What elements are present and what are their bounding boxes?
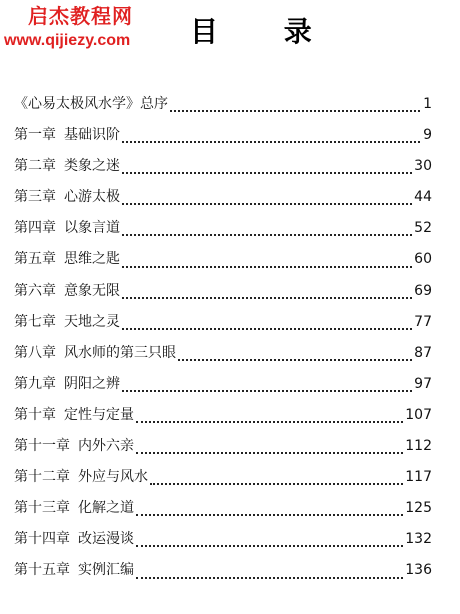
toc-chapter-title: 阴阳之辨 [64,375,120,392]
toc-chapter-number: 第十四章 [14,531,70,548]
toc-entry[interactable] [14,498,432,529]
toc-chapter-number: 第十二章 [14,469,70,486]
toc-chapter-title: 化解之道 [78,500,134,517]
toc-chapter-title: 类象之迷 [64,158,120,175]
toc-chapter-title: 基础识阶 [64,127,120,144]
toc-entry[interactable] [14,312,432,343]
toc-chapter-number: 第六章 [14,282,56,299]
toc-entry[interactable] [14,374,432,405]
toc-page-number: 136 [405,562,432,579]
toc-entry[interactable] [14,281,432,312]
toc-page-number: 69 [414,282,432,299]
dot-leader [122,141,420,143]
dot-leader [170,110,420,112]
dot-leader [122,390,412,392]
toc-entry[interactable] [14,343,432,374]
toc-chapter-title: 天地之灵 [64,313,120,330]
watermark-url: www.qijiezy.com [4,32,131,49]
toc-page-number: 87 [414,344,432,361]
toc-chapter-number: 第一章 [14,127,56,144]
toc-page-number: 132 [405,531,432,548]
toc-page-number: 52 [414,220,432,237]
toc-chapter-number: 第三章 [14,189,56,206]
toc-entry[interactable] [14,529,432,560]
toc-chapter-number: 第五章 [14,251,56,268]
toc-chapter-title: 实例汇编 [78,562,134,579]
toc-entry[interactable] [14,218,432,249]
toc-page-number: 60 [414,251,432,268]
toc-entry[interactable] [14,125,432,156]
dot-leader [136,421,403,423]
toc-chapter-number: 第四章 [14,220,56,237]
toc-chapter-number: 第九章 [14,375,56,392]
toc-chapter-number: 第十一章 [14,438,70,455]
toc-entry[interactable] [14,94,432,125]
toc-entry[interactable] [14,436,432,467]
dot-leader [150,483,403,485]
toc-page-number: 107 [405,406,432,423]
toc-entry[interactable] [14,405,432,436]
dot-leader [122,328,412,330]
toc-chapter-number: 第八章 [14,344,56,361]
toc-page-number: 30 [414,158,432,175]
toc-chapter-title: 意象无限 [64,282,120,299]
table-of-contents [14,94,432,592]
toc-page-number: 112 [405,438,432,455]
toc-chapter-number: 第十五章 [14,562,70,579]
toc-page-number: 1 [423,96,432,112]
toc-chapter-title: 改运漫谈 [78,531,134,548]
dot-leader [136,452,403,454]
toc-chapter-title: 内外六亲 [78,438,134,455]
toc-chapter-title: 思维之匙 [64,251,120,268]
toc-page-number: 117 [405,469,432,486]
toc-entry[interactable] [14,187,432,218]
dot-leader [136,577,403,579]
toc-chapter-title: 外应与风水 [78,469,148,486]
site-watermark [4,4,164,50]
dot-leader [122,297,412,299]
toc-entry[interactable] [14,560,432,591]
dot-leader [122,203,412,205]
toc-page-number: 9 [423,127,432,144]
dot-leader [178,359,412,361]
toc-page-number: 44 [414,189,432,206]
dot-leader [136,514,403,516]
dot-leader [122,172,412,174]
toc-entry[interactable] [14,467,432,498]
toc-chapter-title: 《心易太极风水学》总序 [14,96,168,112]
toc-chapter-number: 第十章 [14,406,56,423]
toc-chapter-number: 第十三章 [14,500,70,517]
toc-entry[interactable] [14,249,432,280]
dot-leader [122,266,412,268]
toc-chapter-title: 定性与定量 [64,406,134,423]
toc-chapter-number: 第七章 [14,313,56,330]
dot-leader [136,545,403,547]
toc-chapter-title: 以象言道 [64,220,120,237]
toc-page-number: 125 [405,500,432,517]
toc-entry[interactable] [14,156,432,187]
toc-page-number: 77 [414,313,432,330]
toc-page-number: 97 [414,375,432,392]
watermark-site-name: 启杰教程网 [28,4,133,28]
page-title: 目 录 [190,15,340,48]
toc-chapter-title: 风水师的第三只眼 [64,344,176,361]
toc-chapter-title: 心游太极 [64,189,120,206]
dot-leader [122,234,412,236]
toc-chapter-number: 第二章 [14,158,56,175]
